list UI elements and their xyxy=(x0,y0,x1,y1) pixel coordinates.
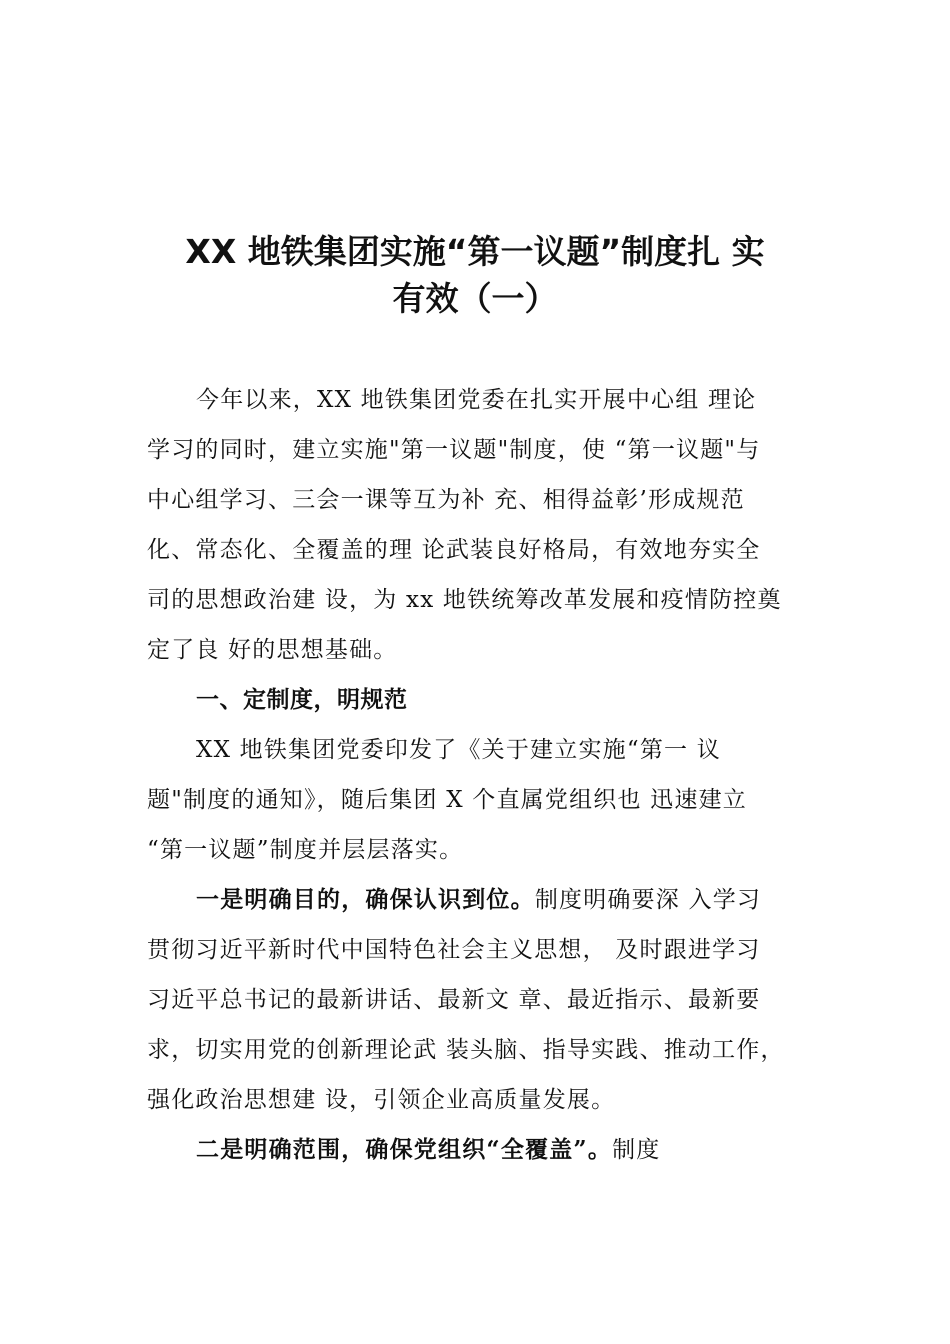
paragraph-2-line-2: 题"制度的通知》，随后集团 X 个直属党组织也 迅速建立 xyxy=(147,787,747,813)
paragraph-4-line-1 xyxy=(196,1134,660,1166)
paragraph-3-lead: 一是明确目的，确保认识到位。 xyxy=(196,886,535,913)
paragraph-1-line-3: 中心组学习、三会一课等互为补 充、相得益彰’形成规范 xyxy=(147,487,745,513)
paragraph-4-line-1-rest: 制度 xyxy=(612,1137,661,1163)
paragraph-3-line-5: 强化政治思想建 设，引领企业高质量发展。 xyxy=(147,1087,616,1113)
paragraph-1-line-2: 学习的同时，建立实施"第一议题"制度，使 “第一议题"与 xyxy=(147,437,761,463)
paragraph-1-line-1: 今年以来，XX 地铁集团党委在扎实开展中心组 理论 xyxy=(196,387,757,413)
paragraph-3-line-1-rest: 制度明确要深 入学习 xyxy=(534,887,762,913)
paragraph-3-line-2: 贯彻习近平新时代中国特色社会主义思想， 及时跟进学习 xyxy=(147,937,761,963)
paragraph-1-line-4: 化、常态化、全覆盖的理 论武装良好格局，有效地夯实全 xyxy=(147,537,761,563)
paragraph-2-line-1: XX 地铁集团党委印发了《关于建立实施“第一 议 xyxy=(196,737,721,763)
document-title-line-2: 有效（一） xyxy=(392,279,558,318)
paragraph-3-line-3: 习近平总书记的最新讲话、最新文 章、最近指示、最新要 xyxy=(147,987,761,1013)
section-1-heading: 一、定制度，明规范 xyxy=(196,687,408,713)
paragraph-1-line-5: 司的思想政治建 设，为 xx 地铁统筹改革发展和疫情防控奠 xyxy=(147,587,782,613)
paragraph-2-line-3: “第一议题”制度并层层落实。 xyxy=(147,837,464,863)
document-title-line-1: XX 地铁集团实施“第一议题”制度扎 实 xyxy=(185,232,765,271)
paragraph-3-line-4: 求，切实用党的创新理论武 装头脑、指导实践、推动工作， xyxy=(147,1037,785,1063)
paragraph-3-line-1 xyxy=(196,884,761,916)
paragraph-1-line-6: 定了良 好的思想基础。 xyxy=(147,637,398,663)
paragraph-4-lead: 二是明确范围，确保党组织“全覆盖”。 xyxy=(196,1136,613,1163)
